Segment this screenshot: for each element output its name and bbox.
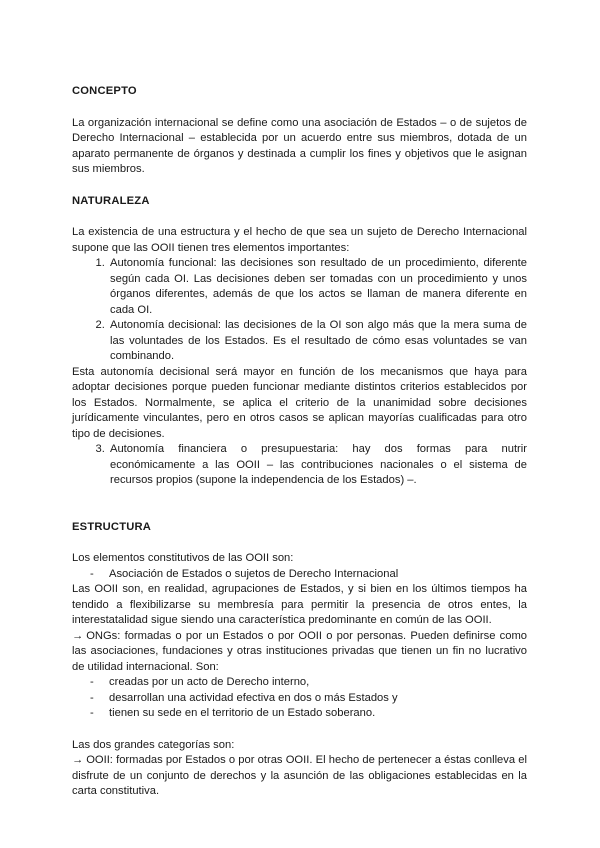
list-item: 1. Autonomía funcional: las decisiones son resultado de un procedimiento, diferente según cada OI. Las decisiones deben ser tomadas con un procedimiento y unos órganos diferentes, además de que los actos se llaman de manera diferente en cada OI. [108,256,527,318]
list-item: - creadas por un acto de Derecho interno, [90,675,527,691]
concepto-heading: CONCEPTO [72,85,137,97]
document-page [72,84,527,800]
list-item: 2. Autonomía decisional: las decisiones de la OI son algo más que la mera suma de las voluntades de los Estados. Es el resultado de cómo esas voluntades se van combinando. [108,318,527,365]
arrow-right-icon: → [72,629,84,642]
ongs-list [72,675,527,722]
estructura-intro: Los elementos constitutivos de las OOII son: [72,552,294,564]
estructura-paragraph: Las OOII son, en realidad, agrupaciones de Estados, y si bien en los últimos tiempos ha tendido a flexibilizarse su membresía para permitir la presencia de otros entes, la interestatalidad sigue siendo una característica predominante en común de las OOII. [72,583,527,626]
ongs-paragraph [72,629,527,676]
naturaleza-list [72,256,527,365]
list-item: - tienen su sede en el territorio de un Estado soberano. [90,706,527,722]
ooii-paragraph [72,753,527,800]
naturaleza-list-continued [72,442,527,489]
naturaleza-intro: La existencia de una estructura y el hecho de que sea un sujeto de Derecho Internacional supone que las OOII tienen tres elementos importantes: [72,226,527,254]
categorias-paragraph: Las dos grandes categorías son: [72,738,235,751]
estructura-heading: ESTRUCTURA [72,520,152,533]
ongs-text: ONGs: formadas o por un Estados o por OOII o por personas. Pueden definirse como las asociaciones, fundaciones y otras instituciones privadas que tienen un fin no lucrativo de utilidad internacional. Son: [72,629,527,673]
elements-list [72,567,527,583]
naturaleza-heading: NATURALEZA [72,194,150,207]
arrow-right-icon: → [72,754,84,766]
concepto-paragraph: La organización internacional se define como una asociación de Estados – o de sujetos de Derecho Internacional – establecida por un acuerdo entre sus miembros, dotada de un aparato permanente de órganos y destinada a cumplir los fines y objetivos que le asignan sus miembros. [72,116,527,175]
list-item: - desarrollan una actividad efectiva en dos o más Estados y [90,691,527,707]
naturaleza-middle-paragraph: Esta autonomía decisional será mayor en función de los mecanismos que haya para adoptar decisiones porque pueden funcionar mediante distintos criterios establecidos por los Estados. Normalmente, se aplica el criterio de la unanimidad sobre decisiones jurídicamente vinculantes, pero en otros casos se aplican mayorías cualificadas para otro tipo de decisiones. [72,365,527,440]
list-item: - Asociación de Estados o sujetos de Derecho Internacional [90,567,527,583]
ooii-text: OOII: formadas por Estados o por otras OOII. El hecho de pertenecer a éstas conlleva el disfrute de un conjunto de derechos y la asunción de las obligaciones establecidas en la carta constitutiva. [72,754,527,797]
list-item: 3. Autonomía financiera o presupuestaria: hay dos formas para nutrir económicamente a las OOII – las contribuciones nacionales o el sistema de recursos propios (supone la independencia de los Estados) –. [108,442,527,489]
